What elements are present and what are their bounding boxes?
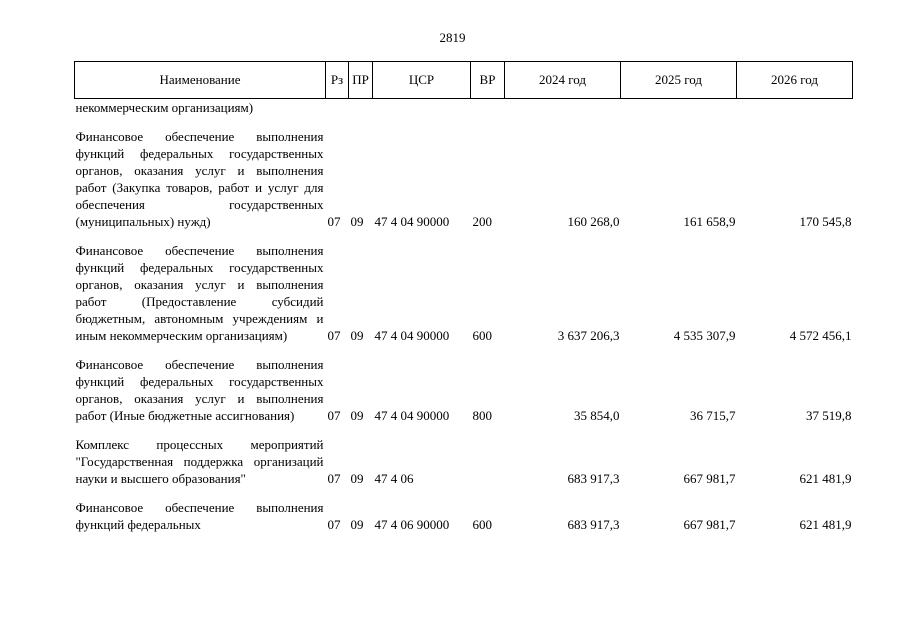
row-2026: 621 481,9 — [799, 517, 852, 532]
row-rz: 07 — [327, 328, 341, 343]
row-rz — [326, 99, 349, 123]
row-csr: 47 4 04 90000 — [374, 328, 450, 343]
table-header-row — [75, 62, 853, 99]
row-2025: 161 658,9 — [683, 214, 736, 229]
row-pr: 09 — [350, 214, 364, 229]
row-2024: 683 917,3 — [567, 471, 620, 486]
header-pr: ПР — [349, 62, 373, 99]
budget-table — [74, 61, 853, 539]
header-rz: Рз — [326, 62, 349, 99]
row-name: Финансовое обеспечение выполнения функций федеральных государственных органов, оказания услуг и выполнения работ (Иные бюджетные ассигнования) — [75, 357, 324, 423]
row-csr: 47 4 06 — [374, 471, 414, 486]
row-pr — [349, 99, 373, 123]
row-csr: 47 4 04 90000 — [374, 214, 450, 229]
row-name: Финансовое обеспечение выполнения функций федеральных государственных органов, оказания услуг и выполнения работ (Закупка товаров, работ и услуг для обеспечения государственных (муниципальных) нужд) — [75, 129, 324, 229]
table-row — [75, 493, 853, 539]
row-2024: 160 268,0 — [567, 214, 620, 229]
table-row — [75, 99, 853, 123]
row-csr: 47 4 06 90000 — [374, 517, 450, 532]
row-2024 — [505, 99, 621, 123]
row-2025 — [621, 99, 737, 123]
row-pr: 09 — [350, 517, 364, 532]
row-vr — [471, 430, 505, 493]
row-2026: 4 572 456,1 — [789, 328, 852, 343]
table-row — [75, 122, 853, 236]
header-vr: ВР — [471, 62, 505, 99]
row-rz: 07 — [327, 517, 341, 532]
row-csr: 47 4 04 90000 — [374, 408, 450, 423]
row-2025: 4 535 307,9 — [673, 328, 736, 343]
row-pr: 09 — [350, 328, 364, 343]
row-pr: 09 — [350, 471, 364, 486]
row-2025: 667 981,7 — [683, 471, 736, 486]
row-vr: 600 — [472, 328, 492, 343]
row-rz: 07 — [327, 214, 341, 229]
table-row — [75, 350, 853, 430]
row-vr: 800 — [472, 408, 492, 423]
row-2026: 621 481,9 — [799, 471, 852, 486]
header-2026: 2026 год — [737, 62, 853, 99]
row-name: Финансовое обеспечение выполнения функций федеральных — [75, 500, 324, 532]
row-name: некоммерческим организациям) — [75, 100, 254, 115]
row-2026: 37 519,8 — [806, 408, 852, 423]
row-2024: 683 917,3 — [567, 517, 620, 532]
row-2025: 36 715,7 — [690, 408, 736, 423]
row-vr — [471, 99, 505, 123]
row-2026 — [737, 99, 853, 123]
row-2024: 3 637 206,3 — [557, 328, 620, 343]
row-name: Комплекс процессных мероприятий "Государственная поддержка организаций науки и высшего образования" — [75, 437, 324, 486]
header-2024: 2024 год — [505, 62, 621, 99]
row-csr — [373, 99, 471, 123]
row-vr: 600 — [472, 517, 492, 532]
header-name: Наименование — [75, 62, 326, 99]
row-2025: 667 981,7 — [683, 517, 736, 532]
row-vr: 200 — [472, 214, 492, 229]
row-2024: 35 854,0 — [574, 408, 620, 423]
table-row — [75, 430, 853, 493]
row-2026: 170 545,8 — [799, 214, 852, 229]
page-number: 2819 — [439, 30, 466, 45]
header-csr: ЦСР — [373, 62, 471, 99]
table-row — [75, 236, 853, 350]
row-rz: 07 — [327, 408, 341, 423]
row-name: Финансовое обеспечение выполнения функций федеральных государственных органов, оказания услуг и выполнения работ (Предоставление субсидий бюджетным, автономным учреждениям и иным некоммерческим организациям) — [75, 243, 324, 343]
row-pr: 09 — [350, 408, 364, 423]
row-rz: 07 — [327, 471, 341, 486]
header-2025: 2025 год — [621, 62, 737, 99]
